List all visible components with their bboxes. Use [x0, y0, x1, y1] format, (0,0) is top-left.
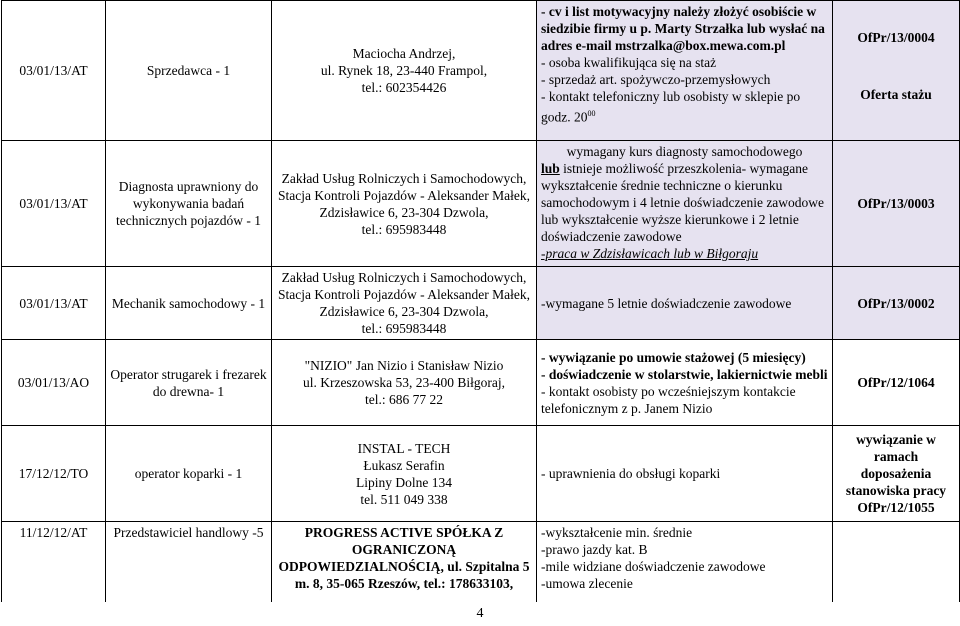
table-row [2, 522, 960, 602]
job-position: Diagnosta uprawniony do wykonywania badań technicznych pojazdów - 1 [106, 141, 272, 267]
job-requirements: - uprawnienia do obsługi koparki [537, 426, 833, 522]
offer-date-code: 11/12/12/AT [2, 522, 106, 602]
job-offers-table [1, 0, 960, 602]
employer-details: Zakład Usług Rolniczych i Samochodowych, Stacja Kontroli Pojazdów - Aleksander Małek, Zdzisławice 6, 23-304 Dzwola, tel.: 695983448 [272, 141, 537, 267]
offer-date-code: 03/01/13/AT [2, 267, 106, 340]
offer-date-code: 03/01/13/AO [2, 340, 106, 426]
job-requirements: wymagany kurs diagnosty samochodowego lub istnieje możliwość przeszkolenia- wymagane wykształcenie średnie techniczne o kierunku samochodowym i 4 letnie doświadczenie zawodowe lub wykształcenie wyższe kierunkowe i 2 letnie doświadczenie zawodowe -praca w Zdzisławicach lub w Biłgoraju [537, 141, 833, 267]
table-row [2, 1, 960, 141]
table-row [2, 267, 960, 340]
job-requirements: -wykształcenie min. średnie -prawo jazdy kat. B -mile widziane doświadczenie zawodowe -umowa zlecenie [537, 522, 833, 602]
employer-details: PROGRESS ACTIVE SPÓŁKA Z OGRANICZONĄ ODPOWIEDZIALNOŚCIĄ, ul. Szpitalna 5 m. 8, 35-065 Rzeszów, tel.: 178633103, [272, 522, 537, 602]
job-position: Przedstawiciel handlowy -5 [106, 522, 272, 602]
job-requirements: - cv i list motywacyjny należy złożyć osobiście w siedzibie firmy u p. Marty Strzałka lub wysłać na adres e-mail mstrzalka@box.mewa.com.pl - osoba kwalifikująca się na staż - sprzedaż art. spożywczo-przemysłowych - kontakt telefoniczny lub osobisty w sklepie po godz. $20^{00}$ [537, 1, 833, 141]
offer-date-code: 03/01/13/AT [2, 1, 106, 141]
table-row [2, 426, 960, 522]
job-requirements: - wywiązanie po umowie stażowej (5 miesięcy) - doświadczenie w stolarstwie, lakiernictwie mebli - kontakt osobisty po wcześniejszym kontakcie telefonicznym z p. Janem Nizio [537, 340, 833, 426]
employer-details: "NIZIO" Jan Nizio i Stanisław Nizio ul. Krzeszowska 53, 23-400 Biłgoraj, tel.: 686 77 22 [272, 340, 537, 426]
offer-date-code: 03/01/13/AT [2, 141, 106, 267]
job-position: Mechanik samochodowy - 1 [106, 267, 272, 340]
offer-reference: OfPr/13/0004 Oferta stażu [833, 1, 960, 141]
offer-date-code: 17/12/12/TO [2, 426, 106, 522]
job-requirements: -wymagane 5 letnie doświadczenie zawodowe [537, 267, 833, 340]
job-position: Operator strugarek i frezarek do drewna- 1 [106, 340, 272, 426]
offer-reference: OfPr/12/1064 [833, 340, 960, 426]
table-row [2, 141, 960, 267]
table-row [2, 340, 960, 426]
employer-details: INSTAL - TECH Łukasz Serafin Lipiny Dolne 134 tel. 511 049 338 [272, 426, 537, 522]
offer-reference: OfPr/13/0003 [833, 141, 960, 267]
page-number: 4 [476, 606, 484, 621]
job-position: Sprzedawca - 1 [106, 1, 272, 141]
employer-details: Zakład Usług Rolniczych i Samochodowych, Stacja Kontroli Pojazdów - Aleksander Małek, Zdzisławice 6, 23-304 Dzwola, tel.: 695983448 [272, 267, 537, 340]
offer-reference [833, 522, 960, 602]
job-position: operator koparki - 1 [106, 426, 272, 522]
offer-reference: wywiązanie w ramach doposażenia stanowiska pracy OfPr/12/1055 [833, 426, 960, 522]
employer-details: Maciocha Andrzej, ul. Rynek 18, 23-440 Frampol, tel.: 602354426 [272, 1, 537, 141]
offer-reference: OfPr/13/0002 [833, 267, 960, 340]
